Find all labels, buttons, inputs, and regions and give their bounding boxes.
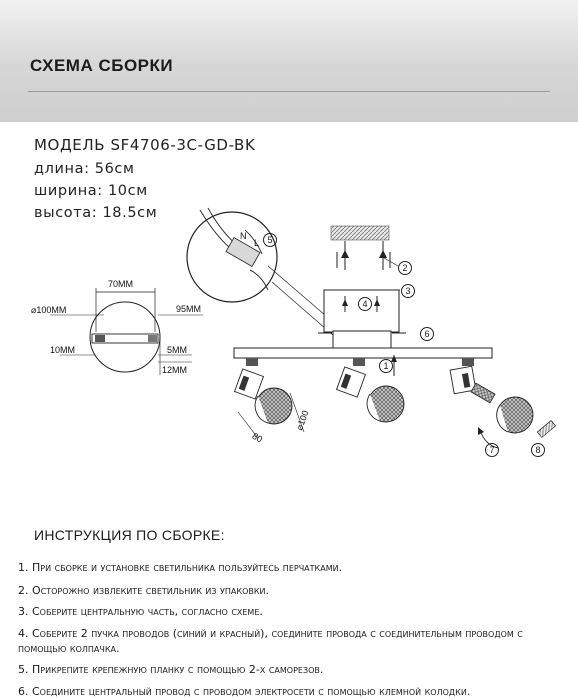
instruction-number: 3. [18, 605, 29, 618]
instruction-item [18, 560, 563, 575]
dim-95: 95ММ [176, 304, 202, 314]
ceiling-mount [318, 226, 406, 348]
instruction-number: 6. [18, 685, 29, 698]
instruction-item [18, 684, 563, 699]
instructions-title: ИНСТРУКЦИЯ ПО СБОРКЕ: [34, 527, 225, 543]
instruction-text: Соберите центральную часть, согласно схеме. [32, 605, 263, 618]
step-4: 4 [358, 297, 372, 311]
step-6: 6 [420, 327, 434, 341]
instruction-text: Осторожно извлеките светильник из упаковки. [32, 584, 270, 597]
instruction-text: Прикрепите крепежную планку с помощью 2-х саморезов. [32, 663, 324, 676]
shade-side-view [50, 288, 203, 375]
step-7: 7 [485, 443, 499, 457]
wiring-detail-bubble [187, 208, 340, 336]
spot-shade-right [450, 366, 556, 448]
instruction-item [18, 626, 563, 656]
spec-width: ширина: 10см [34, 183, 148, 199]
wire-letter-l: L [254, 238, 260, 248]
dim-10: 10ММ [50, 345, 76, 355]
instruction-number: 1. [18, 561, 29, 574]
instruction-text: Соедините центральный провод с проводом электросети с помощью клемной колодки. [32, 685, 471, 698]
dim-100: ⌀100ММ [31, 305, 67, 315]
step-8: 8 [531, 443, 545, 457]
spec-model: МОДЕЛЬ SF4706-3C-GD-BK [34, 136, 256, 154]
page-title: СХЕМА СБОРКИ [30, 56, 174, 75]
header-band [0, 0, 578, 122]
step-5: 5 [263, 233, 277, 247]
dim-5: 5ММ [167, 345, 187, 355]
spec-height: высота: 18.5см [34, 205, 158, 221]
instruction-item [18, 662, 563, 677]
instruction-item [18, 583, 563, 598]
assembly-diagram [0, 200, 578, 465]
header-divider [28, 91, 550, 92]
step-1: 1 [379, 359, 393, 373]
instruction-text: Соберите 2 пучка проводов (синий и красный), соедините провода с соединительным проводом с помощью колпачка. [18, 627, 523, 655]
spec-length: длина: 56см [34, 161, 135, 177]
dim-shade-80: 80 [250, 430, 265, 445]
instruction-number: 4. [18, 627, 29, 640]
instruction-number: 2. [18, 584, 29, 597]
instruction-number: 5. [18, 663, 29, 676]
dim-shade-100: ⌀100 [294, 409, 311, 432]
dim-12: 12ММ [162, 365, 188, 375]
instruction-text: При сборке и установке светильника пользуйтесь перчатками. [32, 561, 343, 574]
step-2: 2 [398, 261, 412, 275]
instruction-item [18, 604, 563, 619]
step-3: 3 [401, 284, 415, 298]
wire-letter-n: N [240, 231, 247, 241]
dim-70: 70ММ [108, 279, 134, 289]
